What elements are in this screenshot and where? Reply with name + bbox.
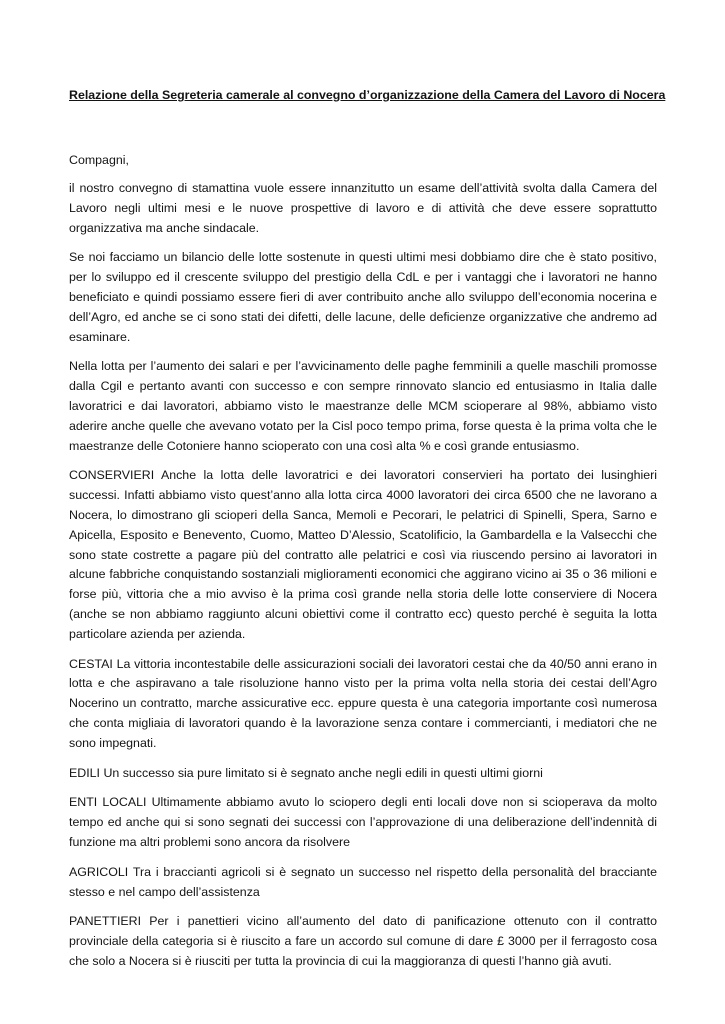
- document-title: Relazione della Segreteria camerale al convegno d’organizzazione della Camera del Lavoro di Nocera: [69, 88, 666, 102]
- paragraph-text: Un successo sia pure limitato si è segnato anche negli edili in questi ultimi giorni: [100, 765, 543, 780]
- paragraph-text: Ultimamente abbiamo avuto lo sciopero degli enti locali dove non si scioperava da molto tempo ed anche qui si sono segnati dei successi con l’approvazione di una deliberazione dell’indennità di funzione ma altri problemi sono ancora da risolvere: [69, 795, 657, 849]
- paragraph-text: La vittoria incontestabile delle assicurazioni sociali dei lavoratori cestai che da 40/50 anni erano in lotta e che aspiravano a tale risoluzione hanno visto per la prima volta nella storia dei cestai dell’Agro Nocerino un contratto, marche assicurative ecc. eppure questa è una categoria importante così numerosa che conta migliaia di lavoratori quando è la lavorazione senza contare i commercianti, i mediatori che ne sono impegnati.: [69, 656, 657, 750]
- paragraph-text: il nostro convegno di stamattina vuole essere innanzitutto un esame dell’attività svolta dalla Camera del Lavoro negli ultimi mesi e le nuove prospettive di lavoro e di attività che deve essere soprattutto organizzativa ma anche sindacale.: [69, 181, 657, 235]
- section-label-enti-locali: ENTI LOCALI: [69, 795, 147, 810]
- paragraph-salari: [69, 357, 657, 456]
- paragraph-panettieri: [69, 912, 657, 971]
- paragraph-edili: [69, 764, 657, 784]
- section-label-panettieri: PANETTIERI: [69, 914, 142, 929]
- paragraph-text: Se noi facciamo un bilancio delle lotte sostenute in questi ultimi mesi dobbiamo dire che è stato positivo, per lo sviluppo ed il crescente sviluppo del prestigio della CdL e per i vantaggi che i lavoratori ne hanno beneficiato e quindi possiamo essere fieri di aver contribuito anche allo sviluppo dell’economia nocerina e dell’Agro, ed anche se ci sono stati dei difetti, delle lacune, delle deficienze organizzative che andremo ad esaminare.: [69, 250, 657, 344]
- paragraph-cestai: [69, 655, 657, 754]
- paragraph-text: Nella lotta per l’aumento dei salari e per l’avvicinamento delle paghe femminili a quelle maschili promosse dalla Cgil e pertanto avanti con successo e con sempre rinnovato slancio ed entusiasmo in Italia dalle lavoratrici e dai lavoratori, abbiamo visto le maestranze delle MCM scioperare al 98%, abbiamo visto aderire anche quelle che avevano votato per la Cisl poco tempo prima, forse questa è la prima volta che le maestranze delle Cotoniere hanno scioperato con una così alta % e così grande entusiasmo.: [69, 359, 657, 453]
- greeting: Compagni,: [69, 153, 129, 167]
- paragraph-text: Tra i braccianti agricoli si è segnato un successo nel rispetto della personalità del bracciante stesso e nel campo dell’assistenza: [69, 864, 657, 899]
- paragraph-bilancio: [69, 248, 657, 347]
- paragraph-text: Anche la lotta delle lavoratrici e dei lavoratori conservieri ha portato dei lusinghieri successi. Infatti abbiamo visto quest’anno alla lotta circa 4000 lavoratori dei circa 6500 che ne lavorano a Nocera, lo dimostrano gli scioperi della Sanca, Memoli e Pecorari, le pelatrici di Spinelli, Spera, Sarno e Apicella, Esposito e Benevento, Cuomo, Matteo D’Alessio, Scatolificio, la Gambardella e la Valsecchi che sono state costrette a pagare più del contratto alle pelatrici e così via riuscendo persino ai lavoratori in alcune fabbriche conquistando sostanziali miglioramenti economici che aggirano vicino ai 35 o 36 milioni e forse più, vittoria che a mio avviso è la prima così grande nella storia delle lotte conserviere di Nocera (anche se non abbiamo raggiunto alcuni obiettivi come il contratto ecc) questo perché è seguita la lotta particolare azienda per azienda.: [69, 468, 657, 641]
- section-label-conservieri: CONSERVIERI: [69, 468, 155, 483]
- section-label-agricoli: AGRICOLI: [69, 864, 129, 879]
- section-label-cestai: CESTAI: [69, 656, 113, 671]
- paragraph-text: Per i panettieri vicino all’aumento del dato di panificazione ottenuto con il contratto provinciale della categoria si è riuscito a fare un accordo sul comune di dare £ 3000 per il ferragosto cosa che solo a Nocera si è riusciti per tutta la provincia di cui la maggioranza di questi l’hanno già avuti.: [69, 914, 657, 968]
- paragraph-conservieri: [69, 466, 657, 644]
- paragraph-enti-locali: [69, 793, 657, 852]
- paragraph-intro: [69, 179, 657, 238]
- paragraph-agricoli: [69, 863, 657, 903]
- section-label-edili: EDILI: [69, 765, 100, 780]
